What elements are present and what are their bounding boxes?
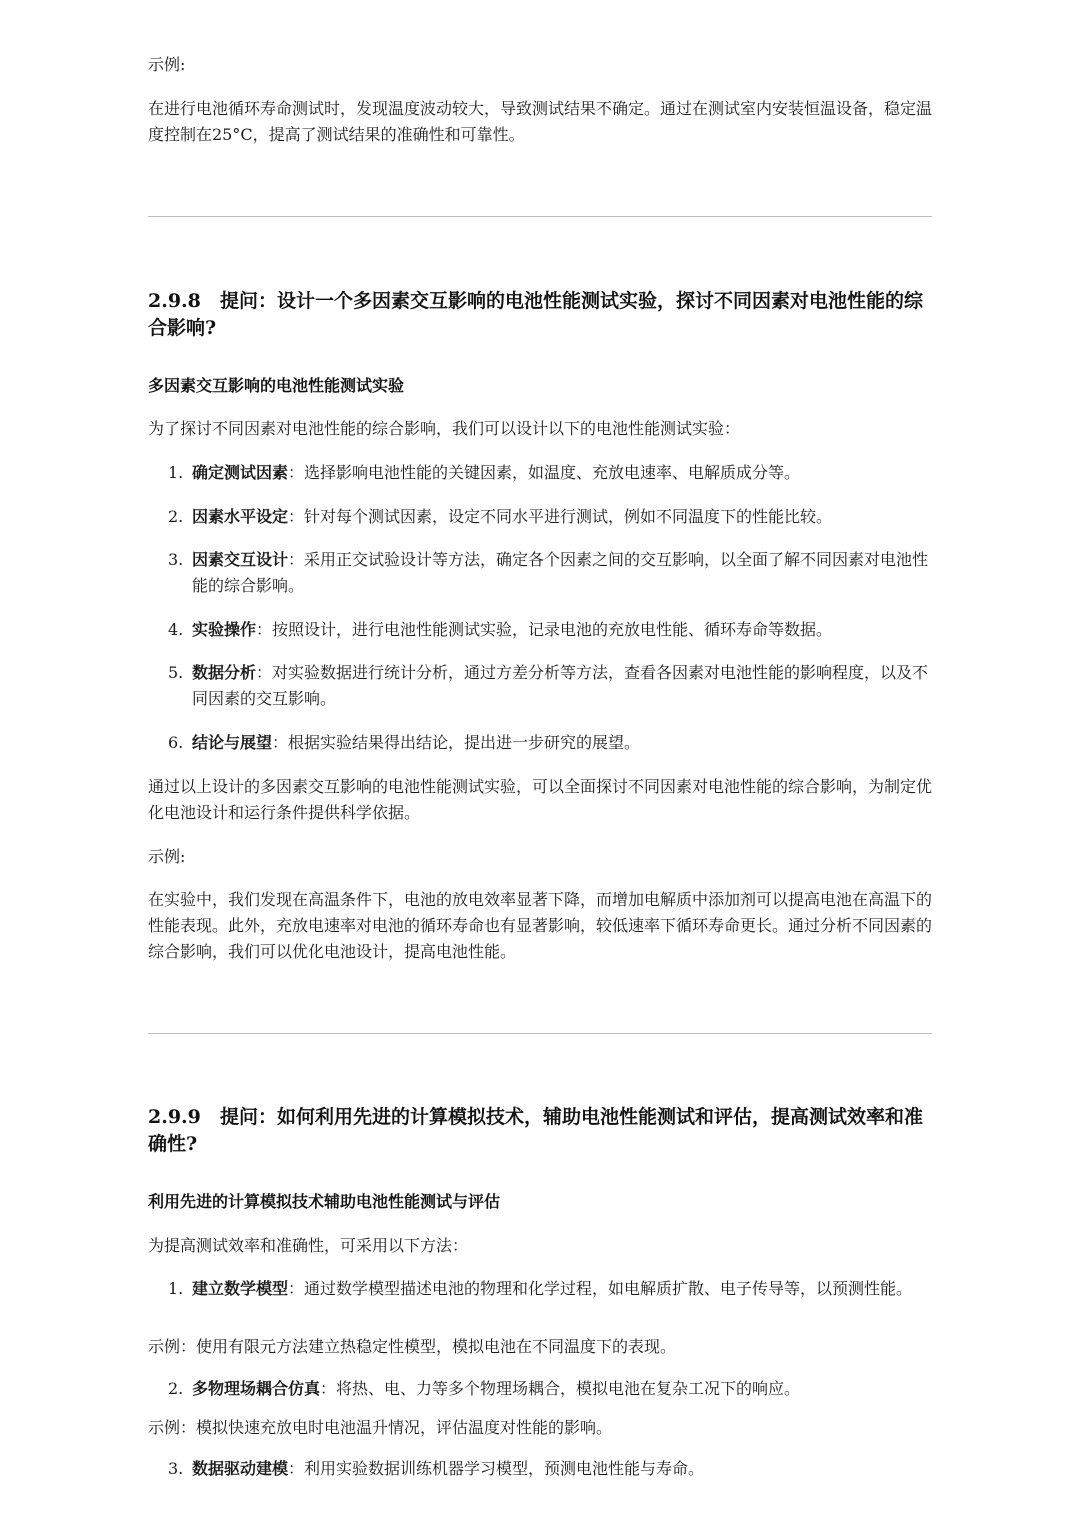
list-item <box>168 1276 934 1302</box>
list-item <box>168 617 934 643</box>
list-text: ：根据实验结果得出结论，提出进一步研究的展望。 <box>272 733 641 752</box>
subsection-title: 多因素交互影响的电池性能测试实验 <box>148 376 405 395</box>
horizontal-rule <box>148 216 932 217</box>
list-term: 多物理场耦合仿真 <box>192 1379 321 1398</box>
list-text: ：将热、电、力等多个物理场耦合，模拟电池在复杂工况下的响应。 <box>320 1379 801 1398</box>
section-heading-2-9-8 <box>148 288 934 342</box>
list-term: 因素交互设计 <box>192 550 289 569</box>
example-label: 示例: <box>148 847 186 866</box>
list-text: ：按照设计，进行电池性能测试实验，记录电池的充放电性能、循环寿命等数据。 <box>256 620 833 639</box>
section-title: 提问：如何利用先进的计算模拟技术，辅助电池性能测试和评估，提高测试效率和准确性? <box>148 1106 924 1155</box>
list-term: 因素水平设定 <box>192 507 289 526</box>
list-text: ：针对每个测试因素，设定不同水平进行测试，例如不同温度下的性能比较。 <box>288 507 833 526</box>
list-number: 1. <box>168 463 184 482</box>
list-number: 2. <box>168 1379 184 1398</box>
example-paragraph: 示例：使用有限元方法建立热稳定性模型，模拟电池在不同温度下的表现。 <box>148 1337 677 1356</box>
list-term: 结论与展望 <box>192 733 273 752</box>
intro-paragraph: 为提高测试效率和准确性，可采用以下方法： <box>148 1236 469 1255</box>
list-term: 数据驱动建模 <box>192 1459 289 1478</box>
list-item <box>168 504 934 530</box>
list-text: ：选择影响电池性能的关键因素，如温度、充放电速率、电解质成分等。 <box>288 463 801 482</box>
horizontal-rule <box>148 1033 932 1034</box>
list-term: 数据分析 <box>192 663 257 682</box>
list-item <box>168 460 934 486</box>
list-item <box>168 1376 934 1402</box>
section-number: 2.9.9 <box>148 1106 201 1128</box>
list-term: 建立数学模型 <box>192 1279 289 1298</box>
section-title: 提问：设计一个多因素交互影响的电池性能测试实验，探讨不同因素对电池性能的综合影响? <box>148 290 924 339</box>
example-paragraph: 在实验中，我们发现在高温条件下，电池的放电效率显著下降，而增加电解质中添加剂可以提高电池在高温下的性能表现。此外，充放电速率对电池的循环寿命也有显著影响，较低速率下循环寿命更长。通过分析不同因素的综合影响，我们可以优化电池设计，提高电池性能。 <box>148 890 933 961</box>
list-text: ：通过数学模型描述电池的物理和化学过程，如电解质扩散、电子传导等，以预测性能。 <box>288 1279 913 1298</box>
list-number: 4. <box>168 620 184 639</box>
list-number: 6. <box>168 733 184 752</box>
list-item <box>168 730 934 756</box>
list-text: ：采用正交试验设计等方法，确定各个因素之间的交互影响，以全面了解不同因素对电池性能的综合影响。 <box>192 550 929 595</box>
list-text: ：对实验数据进行统计分析，通过方差分析等方法，查看各因素对电池性能的影响程度，以及不同因素的交互影响。 <box>192 663 929 708</box>
subsection-title: 利用先进的计算模拟技术辅助电池性能测试与评估 <box>148 1192 501 1211</box>
list-number: 2. <box>168 507 184 526</box>
intro-paragraph: 为了探讨不同因素对电池性能的综合影响，我们可以设计以下的电池性能测试实验： <box>148 419 741 438</box>
list-number: 3. <box>168 1459 184 1478</box>
list-term: 实验操作 <box>192 620 257 639</box>
example-paragraph: 在进行电池循环寿命测试时，发现温度波动较大，导致测试结果不确定。通过在测试室内安装恒温设备，稳定温度控制在25°C，提高了测试结果的准确性和可靠性。 <box>148 99 933 144</box>
example-paragraph: 示例：模拟快速充放电时电池温升情况，评估温度对性能的影响。 <box>148 1418 613 1437</box>
list-number: 3. <box>168 550 184 569</box>
list-number: 5. <box>168 663 184 682</box>
list-item <box>168 1456 934 1482</box>
list-item <box>168 660 934 712</box>
section-heading-2-9-9 <box>148 1104 934 1158</box>
conclusion-paragraph: 通过以上设计的多因素交互影响的电池性能测试实验，可以全面探讨不同因素对电池性能的综合影响，为制定优化电池设计和运行条件提供科学依据。 <box>148 777 933 822</box>
list-item <box>168 547 934 599</box>
example-label: 示例: <box>148 55 186 74</box>
list-text: ：利用实验数据训练机器学习模型，预测电池性能与寿命。 <box>288 1459 705 1478</box>
section-number: 2.9.8 <box>148 290 201 312</box>
list-term: 确定测试因素 <box>192 463 289 482</box>
list-number: 1. <box>168 1279 184 1298</box>
